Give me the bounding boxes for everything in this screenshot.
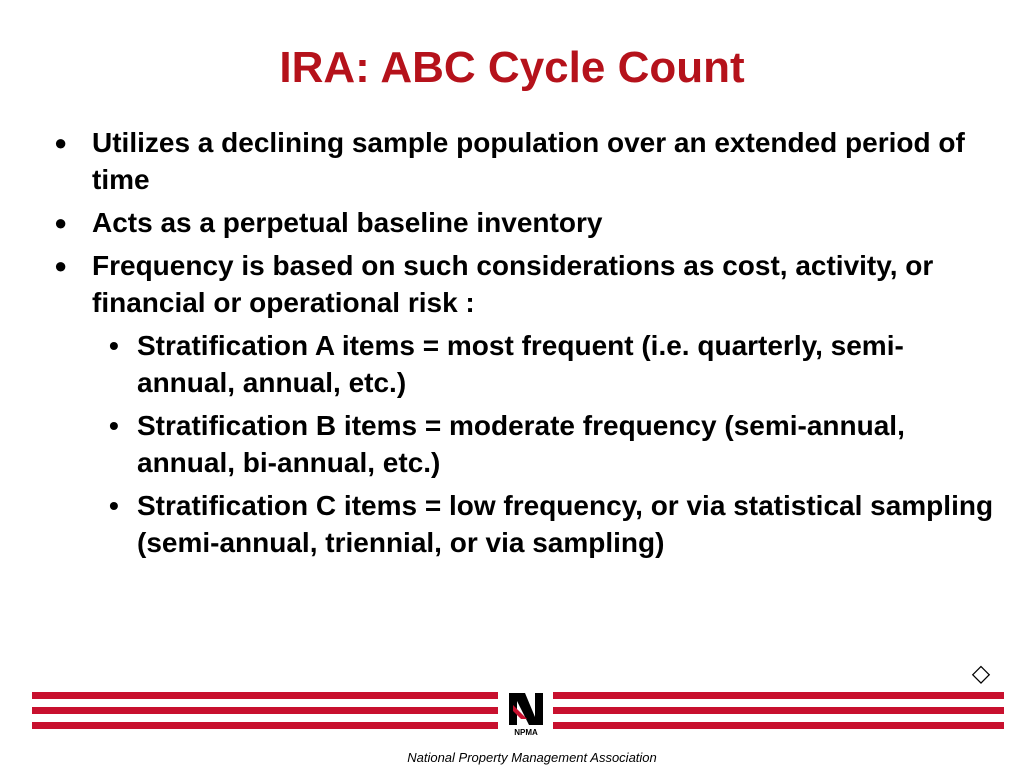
bullet-text: Frequency is based on such considerations as cost, activity, or financial or operational risk : — [92, 250, 934, 318]
bullet-dot-icon: ● — [54, 210, 68, 235]
sub-bullet-dot-icon: • — [109, 330, 119, 361]
bullet-dot-icon: ● — [54, 130, 68, 155]
bullet-item — [54, 247, 972, 321]
logo-text: NPMA — [514, 728, 538, 737]
stripe — [553, 707, 1004, 714]
nav-diamond-icon[interactable]: ◇ — [971, 659, 991, 687]
bullet-text: Acts as a perpetual baseline inventory — [92, 207, 603, 238]
bullet-item — [54, 204, 972, 241]
footer-stripes-left — [32, 692, 498, 730]
bullet-dot-icon: ● — [54, 253, 68, 278]
stripe — [553, 692, 1004, 699]
bullet-text: Utilizes a declining sample population over an extended period of time — [92, 127, 965, 195]
sub-bullet-dot-icon: • — [109, 490, 119, 521]
sub-bullet-text: Stratification C items = low frequency, or via statistical sampling (semi-annual, triennial, or via sampling) — [137, 490, 994, 558]
bullet-item — [54, 124, 972, 198]
sub-bullet-item — [109, 487, 997, 561]
sub-bullet-dot-icon: • — [109, 410, 119, 441]
npma-logo-icon — [503, 689, 549, 739]
sub-bullet-text: Stratification B items = moderate frequency (semi-annual, annual, bi-annual, etc.) — [137, 410, 905, 478]
stripe — [32, 722, 498, 729]
footer-organization: National Property Management Association — [407, 750, 657, 765]
sub-bullet-text: Stratification A items = most frequent (i.e. quarterly, semi-annual, annual, etc.) — [137, 330, 904, 398]
footer-stripes-right — [553, 692, 1004, 730]
sub-bullet-item — [109, 327, 997, 401]
slide-content — [0, 124, 1024, 567]
slide-title: IRA: ABC Cycle Count — [279, 43, 745, 92]
stripe — [32, 692, 498, 699]
sub-bullet-item — [109, 407, 997, 481]
stripe — [32, 707, 498, 714]
stripe — [553, 722, 1004, 729]
